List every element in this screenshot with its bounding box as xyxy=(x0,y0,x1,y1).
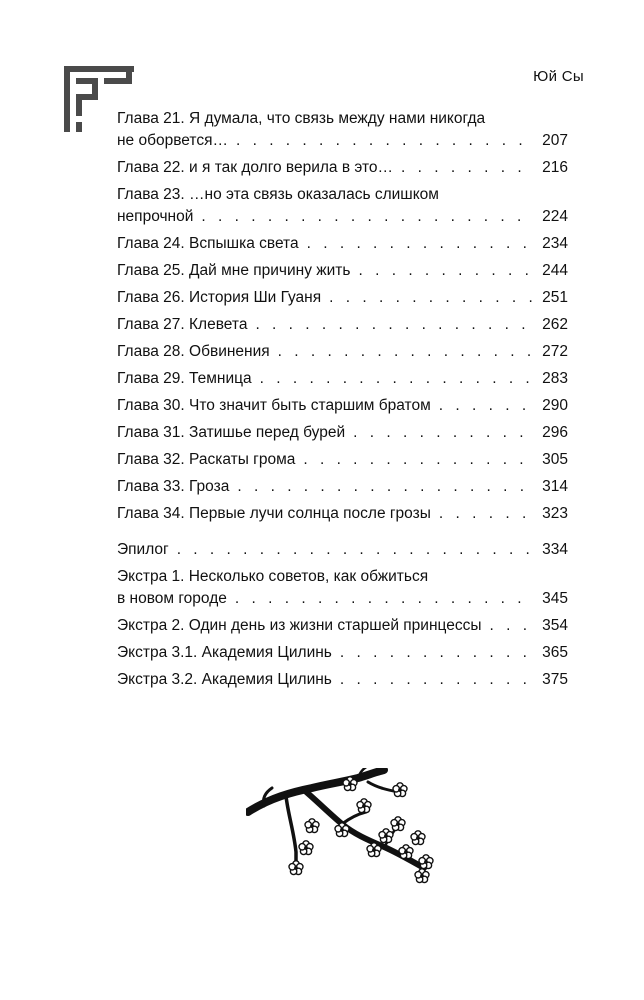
toc-page-number: 234 xyxy=(542,235,568,252)
toc-page-number: 216 xyxy=(542,159,568,176)
toc-page-number: 283 xyxy=(542,370,568,387)
toc-entry xyxy=(117,476,568,498)
toc-dot-leader xyxy=(439,503,534,525)
toc-entry-title-line: Глава 21. Я думала, что связь между нами никогда xyxy=(117,110,486,127)
toc-entry-title-line: Глава 23. …но эта связь оказалась слишком xyxy=(117,186,439,203)
toc-entry xyxy=(117,395,568,417)
toc-entry xyxy=(117,422,568,444)
toc-dot-leader xyxy=(278,341,534,363)
toc-entry-title: не оборвется… xyxy=(117,132,228,149)
toc-entry-title: непрочной xyxy=(117,208,194,225)
toc-entry xyxy=(117,503,568,525)
toc-page-number: 244 xyxy=(542,262,568,279)
toc-entry-title: Глава 31. Затишье перед бурей xyxy=(117,424,346,441)
toc-dot-leader xyxy=(329,287,534,309)
toc-dot-leader xyxy=(260,368,535,390)
toc-page-number: 305 xyxy=(542,451,568,468)
toc-page-number: 224 xyxy=(542,208,568,225)
toc-entry-title: Глава 25. Дай мне причину жить xyxy=(117,262,351,279)
toc-entry xyxy=(117,260,568,282)
toc-dot-leader xyxy=(401,157,534,179)
toc-entry xyxy=(117,184,568,228)
toc-dot-leader xyxy=(255,314,534,336)
toc-entry xyxy=(117,108,568,152)
toc-entry-title: Глава 26. История Ши Гуаня xyxy=(117,289,322,306)
toc-entry xyxy=(117,157,568,179)
toc-entry-title: Глава 22. и я так долго верила в это… xyxy=(117,159,394,176)
toc-dot-leader xyxy=(340,669,534,691)
toc-entry xyxy=(117,449,568,471)
toc-dot-leader xyxy=(353,422,534,444)
toc-entry-title: в новом городе xyxy=(117,590,227,607)
toc-entry-title: Экстра 3.1. Академия Цилинь xyxy=(117,644,332,661)
sakura-branch-icon xyxy=(246,768,442,884)
toc-entry-title: Глава 34. Первые лучи солнца после грозы xyxy=(117,505,431,522)
toc-dot-leader xyxy=(489,615,534,637)
toc-entry xyxy=(117,539,568,561)
toc-entry-title: Эпилог xyxy=(117,541,169,558)
toc-page-number: 323 xyxy=(542,505,568,522)
table-of-contents xyxy=(117,108,568,696)
toc-entry xyxy=(117,368,568,390)
toc-entry xyxy=(117,669,568,691)
toc-dot-leader xyxy=(340,642,534,664)
toc-dot-leader xyxy=(303,449,534,471)
toc-entry-title: Глава 30. Что значит быть старшим братом xyxy=(117,397,431,414)
toc-entry xyxy=(117,287,568,309)
toc-page-number: 272 xyxy=(542,343,568,360)
toc-page-number: 296 xyxy=(542,424,568,441)
toc-dot-leader xyxy=(358,260,534,282)
toc-page-number: 251 xyxy=(542,289,568,306)
toc-page-number: 290 xyxy=(542,397,568,414)
toc-entry xyxy=(117,566,568,610)
toc-entry xyxy=(117,615,568,637)
running-head-author: Юй Сы xyxy=(533,68,584,85)
toc-dot-leader xyxy=(236,130,534,152)
toc-dot-leader xyxy=(201,206,534,228)
toc-entry xyxy=(117,233,568,255)
toc-page-number: 262 xyxy=(542,316,568,333)
toc-page-number: 345 xyxy=(542,590,568,607)
toc-page-number: 365 xyxy=(542,644,568,661)
toc-entry xyxy=(117,642,568,664)
toc-page-number: 334 xyxy=(542,541,568,558)
toc-dot-leader xyxy=(237,476,534,498)
toc-entry-title: Экстра 2. Один день из жизни старшей принцессы xyxy=(117,617,482,634)
toc-entry-title: Глава 33. Гроза xyxy=(117,478,230,495)
toc-entry-title: Экстра 3.2. Академия Цилинь xyxy=(117,671,332,688)
toc-entry-title: Глава 24. Вспышка света xyxy=(117,235,299,252)
toc-dot-leader xyxy=(177,539,534,561)
toc-entry-title: Глава 28. Обвинения xyxy=(117,343,270,360)
toc-dot-leader xyxy=(307,233,535,255)
toc-entry xyxy=(117,341,568,363)
toc-entry-title: Глава 29. Темница xyxy=(117,370,252,387)
toc-dot-leader xyxy=(235,588,534,610)
toc-page-number: 207 xyxy=(542,132,568,149)
toc-page-number: 314 xyxy=(542,478,568,495)
toc-page-number: 354 xyxy=(542,617,568,634)
toc-entry xyxy=(117,314,568,336)
toc-entry-title-line: Экстра 1. Несколько советов, как обжиться xyxy=(117,568,429,585)
toc-entry-title: Глава 27. Клевета xyxy=(117,316,248,333)
toc-entry-title: Глава 32. Раскаты грома xyxy=(117,451,296,468)
toc-dot-leader xyxy=(439,395,534,417)
toc-page-number: 375 xyxy=(542,671,568,688)
